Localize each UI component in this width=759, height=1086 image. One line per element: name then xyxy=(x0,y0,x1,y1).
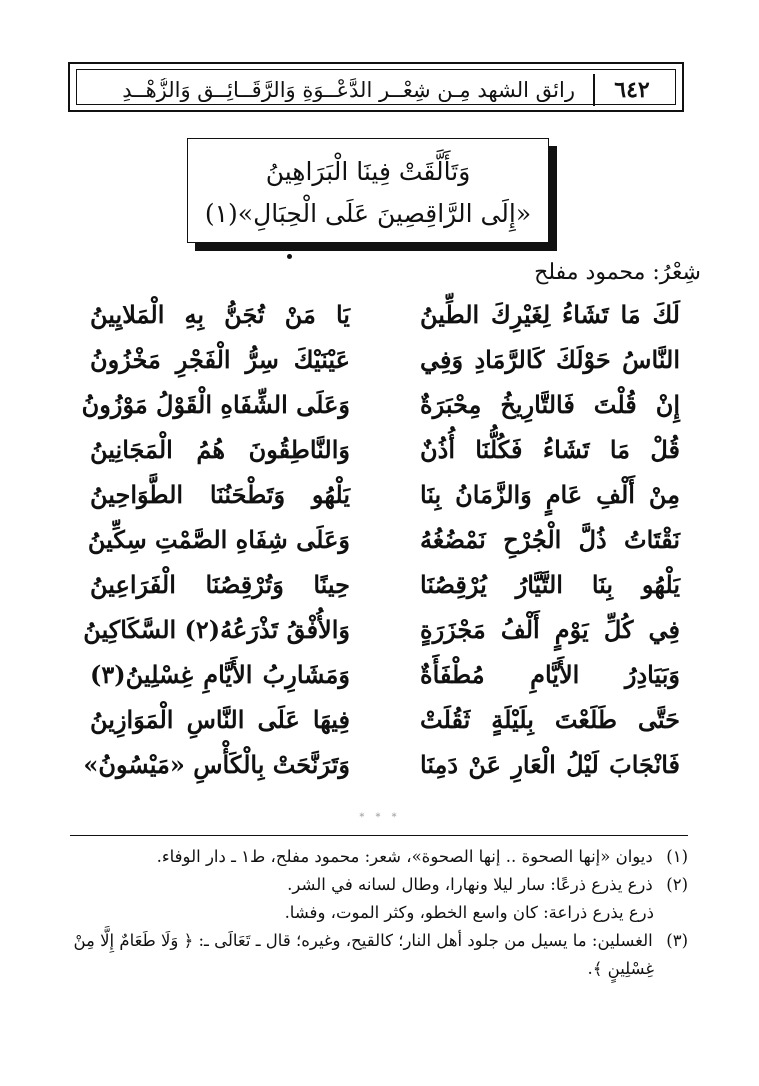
verse-first-hemistich: فِي كُلِّ يَوْمٍ أَلْفُ مَجْزَرَةٍ xyxy=(420,615,680,644)
verse-second-hemistich: وَمَشَارِبُ الأَيَّامِ غِسْلِينُ(٣) xyxy=(90,660,350,689)
footnote xyxy=(70,843,688,871)
footnote-number: (١) xyxy=(666,847,688,866)
footnote-rule xyxy=(70,835,688,836)
verse xyxy=(90,660,680,705)
verse-second-hemistich: حِينًا وَتُرْقِصُنَا الْفَرَاعِينُ xyxy=(90,570,350,599)
verse xyxy=(90,570,680,615)
ornament-dot xyxy=(287,254,292,259)
verse xyxy=(90,480,680,525)
verse-first-hemistich: حَتَّى طَلَعْتَ بِلَيْلَةٍ ثَقُلَتْ xyxy=(420,705,680,734)
footnote-number: (٣) xyxy=(666,931,688,950)
footnote-text: ذرع يذرع ذراعة: كان واسع الخطو، وكثر الموت، وفشا. xyxy=(284,903,654,922)
verse-first-hemistich: يَلْهُو بِنَا التَّيَّارُ يُرْقِصُنَا xyxy=(420,570,680,599)
verse-first-hemistich: وَبَيَادِرُ الأَيَّامِ مُطْفَأَةٌ xyxy=(420,660,680,689)
verse-first-hemistich: النَّاسُ حَوْلَكَ كَالرَّمَادِ وَفِي xyxy=(420,345,680,374)
verse-first-hemistich: لَكَ مَا تَشَاءُ لِغَيْرِكَ الطِّينُ xyxy=(420,300,680,329)
verse-second-hemistich: وَعَلَى الشِّفَاهِ الْقَوْلُ مَوْزُونُ xyxy=(81,390,350,419)
running-header xyxy=(68,62,684,112)
footnote-text: ديوان «إنها الصحوة .. إنها الصحوة»، شعر: محمود مفلح، ط١ ـ دار الوفاء. xyxy=(156,847,653,866)
poem-subtitle: «إِلَى الرَّاقِصِينَ عَلَى الْحِبَالِ»(١) xyxy=(204,199,532,228)
footnote-continuation xyxy=(70,899,688,927)
footnote-text: غِسْلِينٍ ﴾. xyxy=(587,959,654,978)
verse-second-hemistich: يَلْهُو وَتَطْحَنُنَا الطَّوَاحِينُ xyxy=(90,480,350,509)
footnotes xyxy=(70,843,688,983)
footnote-continuation xyxy=(70,955,688,983)
book-title: رائق الشهد مِـن شِعْــرِ الدَّعْــوَةِ وَالرَّقَــائِــقِ وَالزُّهْــدِ xyxy=(122,78,575,102)
verse-second-hemistich: وَعَلَى شِفَاهِ الصَّمْتِ سِكِّينُ xyxy=(87,525,350,554)
footnote xyxy=(70,871,688,899)
verse xyxy=(90,435,680,480)
verse-first-hemistich: فَانْجَابَ لَيْلُ الْعَارِ عَنْ دَمِنَا xyxy=(420,750,680,779)
verse-second-hemistich: وَالنَّاطِقُونَ هُمُ الْمَجَانِينُ xyxy=(90,435,350,464)
verse xyxy=(81,390,680,435)
verse-second-hemistich: فِيهَا عَلَى النَّاسِ الْمَوَازِينُ xyxy=(90,705,350,734)
verse-first-hemistich: قُلْ مَا تَشَاءُ فَكُلُّنَا أُذُنٌ xyxy=(420,435,680,464)
verse-second-hemistich: يَا مَنْ تُجَنُّ بِهِ الْمَلايِينُ xyxy=(90,300,350,329)
verse-second-hemistich: وَتَرَنَّحَتْ بِالْكَأْسِ «مَيْسُونُ» xyxy=(83,750,350,779)
footnote-text: الغسلين: ما يسيل من جلود أهل النار؛ كالقيح، وغيره؛ قال ـ تَعَالَى ـ: ﴿ وَلَا طَعَامٌ إِلَّا مِنْ xyxy=(73,931,653,950)
verse xyxy=(90,300,680,345)
footnote-number: (٢) xyxy=(666,875,688,894)
footnote xyxy=(70,927,688,955)
verse-first-hemistich: مِنْ أَلْفِ عَامٍ وَالزَّمَانُ بِنَا xyxy=(420,480,680,509)
verse-first-hemistich: إِنْ قُلْتَ فَالتَّارِيخُ مِحْبَرَةٌ xyxy=(420,390,680,419)
poem-title: وَتَأَلَّقَتْ فِينَا الْبَرَاهِينُ xyxy=(265,157,471,186)
verse xyxy=(90,345,680,390)
poem-title-box xyxy=(187,138,549,243)
page-number: ٦٤٢ xyxy=(593,74,669,106)
poem-verses xyxy=(81,300,680,795)
verse xyxy=(83,615,680,660)
poem-author: شِعْرُ: محمود مفلح xyxy=(534,260,701,285)
section-separator: * * * xyxy=(359,812,401,823)
verse xyxy=(83,750,680,795)
verse-first-hemistich: نَقْتَاتُ ذُلَّ الْجُرْحِ نَمْضُغُهُ xyxy=(420,525,680,554)
verse-second-hemistich: عَيْنَيْكَ سِرُّ الْفَجْرِ مَخْزُونُ xyxy=(90,345,350,374)
verse-second-hemistich: وَالأُفْقُ تَذْرَعُهُ(٢) السَّكَاكِينُ xyxy=(83,615,350,644)
header-inner-frame xyxy=(76,69,676,105)
verse xyxy=(87,525,680,570)
footnote-text: ذرع يذرع ذرعًا: سار ليلا ونهارا، وطال لسانه في الشر. xyxy=(287,875,653,894)
verse xyxy=(90,705,680,750)
